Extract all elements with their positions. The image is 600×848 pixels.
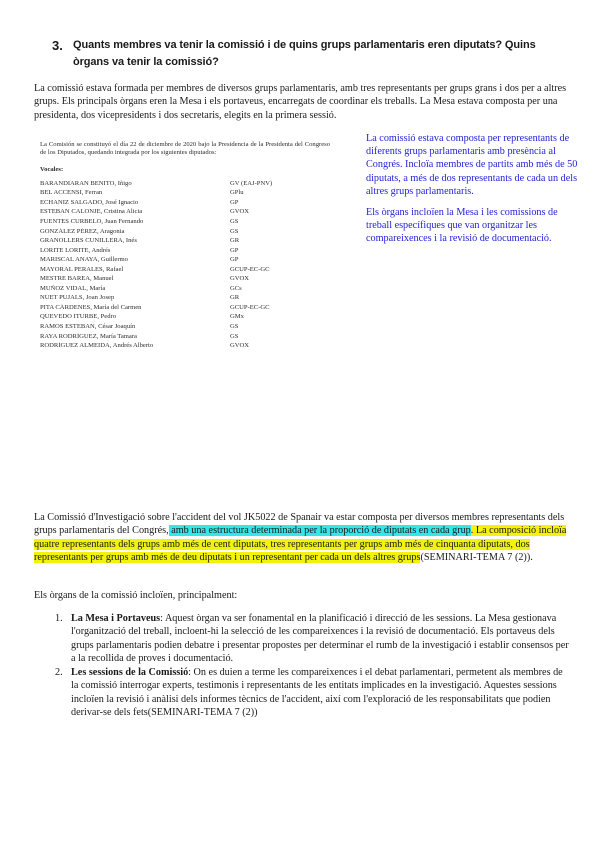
- member-row: [40, 228, 340, 237]
- member-name: RAYA RODRÍGUEZ, María Tamara: [40, 332, 137, 340]
- side-notes: [366, 132, 581, 254]
- member-group: GV (EAJ-PNV): [230, 179, 273, 187]
- member-name: RAMOS ESTEBAN, César Joaquín: [40, 322, 136, 330]
- scan-header: La Comisión se constituyó el día 22 de diciembre de 2020 bajo la Presidencia de la Presidenta del Congreso de los Diputados, quedando integrada por los siguientes diputados:: [40, 141, 330, 156]
- citation: (SEMINARI-TEMA 7 (2)).: [420, 551, 533, 563]
- member-name: QUEVEDO ITURBE, Pedro: [40, 313, 117, 321]
- member-name: RODRÍGUEZ ALMEIDA, Andrés Alberto: [40, 342, 154, 350]
- member-row: [40, 180, 340, 189]
- member-group: GCs: [230, 284, 242, 292]
- member-name: PITA CÁRDENES, María del Carmen: [40, 303, 142, 311]
- member-group: GP: [230, 246, 239, 254]
- member-row: [40, 275, 340, 284]
- member-name: ESTEBAN CALONJE, Cristina Alicia: [40, 208, 143, 216]
- member-group: GP: [230, 256, 239, 264]
- member-row: [40, 237, 340, 246]
- list-item-text: : Aquest òrgan va ser fonamental en la planificació i direcció de les sessions. La Mesa gestionava l'organització del treball, incloent-hi la selecció de les compareixences i la revisió de documentació. Els portaveus dels grups parlamentaris podien debatre i presentar propostes per determinar el rumb de la investigació i establir consensos per a la recollida de proves i documentació.: [71, 613, 569, 664]
- intro-paragraph: La comissió estava formada per membres de diversos grups parlamentaris, amb tres representants per grups grans i dos per a altres grups. Els principals òrgans eren la Mesa i els portaveus, encarregats de coordinar els treballs. La Mesa estava composta per una presidenta, dos vicepresidents i dos secretaris, elegits en la primera sessió.: [34, 83, 567, 121]
- member-row: [40, 256, 340, 265]
- member-group: GS: [230, 217, 239, 225]
- member-row: [40, 266, 340, 275]
- member-group: GP: [230, 198, 239, 206]
- member-name: ECHANIZ SALGADO, José Ignacio: [40, 198, 139, 206]
- member-row: [40, 285, 340, 294]
- member-group: GCUP-EC-GC: [230, 265, 270, 273]
- member-row: [40, 304, 340, 313]
- organs-list: [55, 612, 575, 720]
- organs-lead: Els òrgans de la comissió incloïen, principalment:: [34, 590, 238, 601]
- list-item-text: : On es duien a terme les compareixences i el debat parlamentari, permetent als membres de la comissió interrogar experts, testimonis i representants de les entitats implicades en la investigació. Aquestes sessions incloïen la revisió i anàlisi dels informes tècnics de l'accident, així com l'exploració de les responsabilitats que podien derivar-se dels fets(SEMINARI-TEMA 7 (2)): [71, 667, 563, 719]
- member-name: NUET PUJALS, Joan Josep: [40, 294, 115, 302]
- member-name: FUENTES CURBELO, Juan Fernando: [40, 217, 144, 225]
- member-group: GS: [230, 332, 239, 340]
- side-note-composition: La comissió estava composta per representants de diferents grups parlamentaris amb presència al Congrés. Incloïa membres de partits amb més de 50 diputats, a més de dos representants de cada un dels altres grups parlamentaris.: [366, 133, 578, 197]
- vocales-label: Vocales:: [40, 166, 64, 174]
- member-group: GVOX: [230, 275, 250, 283]
- member-name: BARANDIARAN BENITO, Iñigo: [40, 179, 132, 187]
- member-name: MARISCAL ANAYA, Guillermo: [40, 256, 128, 264]
- member-row: [40, 247, 340, 256]
- member-group: GVOX: [230, 208, 250, 216]
- member-row: [40, 323, 340, 332]
- member-name: MUÑOZ VIDAL, María: [40, 284, 106, 292]
- member-group: GCUP-EC-GC: [230, 303, 270, 311]
- member-name: BEL ACCENSI, Ferran: [40, 189, 103, 197]
- list-item: [55, 666, 575, 719]
- composition-paragraph: [34, 511, 574, 564]
- member-row: [40, 208, 340, 217]
- scanned-member-list: [40, 141, 340, 351]
- question-number: 3.: [52, 38, 63, 53]
- highlight-cyan: amb una estructura determinada per la proporció de diputats en cada grup: [168, 525, 471, 537]
- list-item: [55, 612, 575, 665]
- side-note-organs: Els òrgans incloïen la Mesa i les comissions de treball específiques que van organitzar les compareixences i la revisió de documentació.: [366, 207, 558, 245]
- member-row: [40, 294, 340, 303]
- member-name: GRANOLLERS CUNILLERA, Inés: [40, 237, 137, 245]
- member-group: GPlu: [230, 189, 244, 197]
- list-number: 1.: [55, 613, 63, 624]
- member-rows: [40, 180, 340, 351]
- member-row: [40, 199, 340, 208]
- member-group: GS: [230, 322, 239, 330]
- member-row: [40, 313, 340, 322]
- member-group: GS: [230, 227, 239, 235]
- composition-text: La Comissió d'Investigació sobre l'accident del vol JK5022 de Spanair va estar composta per diversos membres representants dels grups parlamentaris del Congrés,: [34, 512, 565, 537]
- question-title: Quants membres va tenir la comissió i de quins grups parlamentaris eren diputats? Quins òrgans va tenir la comissió?: [73, 39, 536, 68]
- member-name: GONZÁLEZ PÉREZ, Aragonia: [40, 227, 125, 235]
- member-row: [40, 189, 340, 198]
- member-name: MESTRE BAREA, Manuel: [40, 275, 114, 283]
- member-name: MAYORAL PERALES, Rafael: [40, 265, 124, 273]
- list-item-title: La Mesa i Portaveus: [71, 613, 161, 624]
- member-group: GR: [230, 294, 240, 302]
- member-row: [40, 342, 340, 351]
- member-group: GMx: [230, 313, 244, 321]
- member-group: GVOX: [230, 342, 250, 350]
- member-group: GR: [230, 237, 240, 245]
- member-name: LORITE LORITE, Andrés: [40, 246, 111, 254]
- list-item-title: Les sessions de la Comissió: [71, 667, 189, 679]
- member-row: [40, 333, 340, 342]
- member-row: [40, 218, 340, 227]
- highlight-yellow: . La composició incloïa quatre representants dels grups amb més de cent diputats, tres representants per grups amb més de cinquanta diputats, dos representants per grups amb més de deu diputats i un representant per cada un dels altres grups: [34, 525, 567, 563]
- list-number: 2.: [55, 667, 63, 679]
